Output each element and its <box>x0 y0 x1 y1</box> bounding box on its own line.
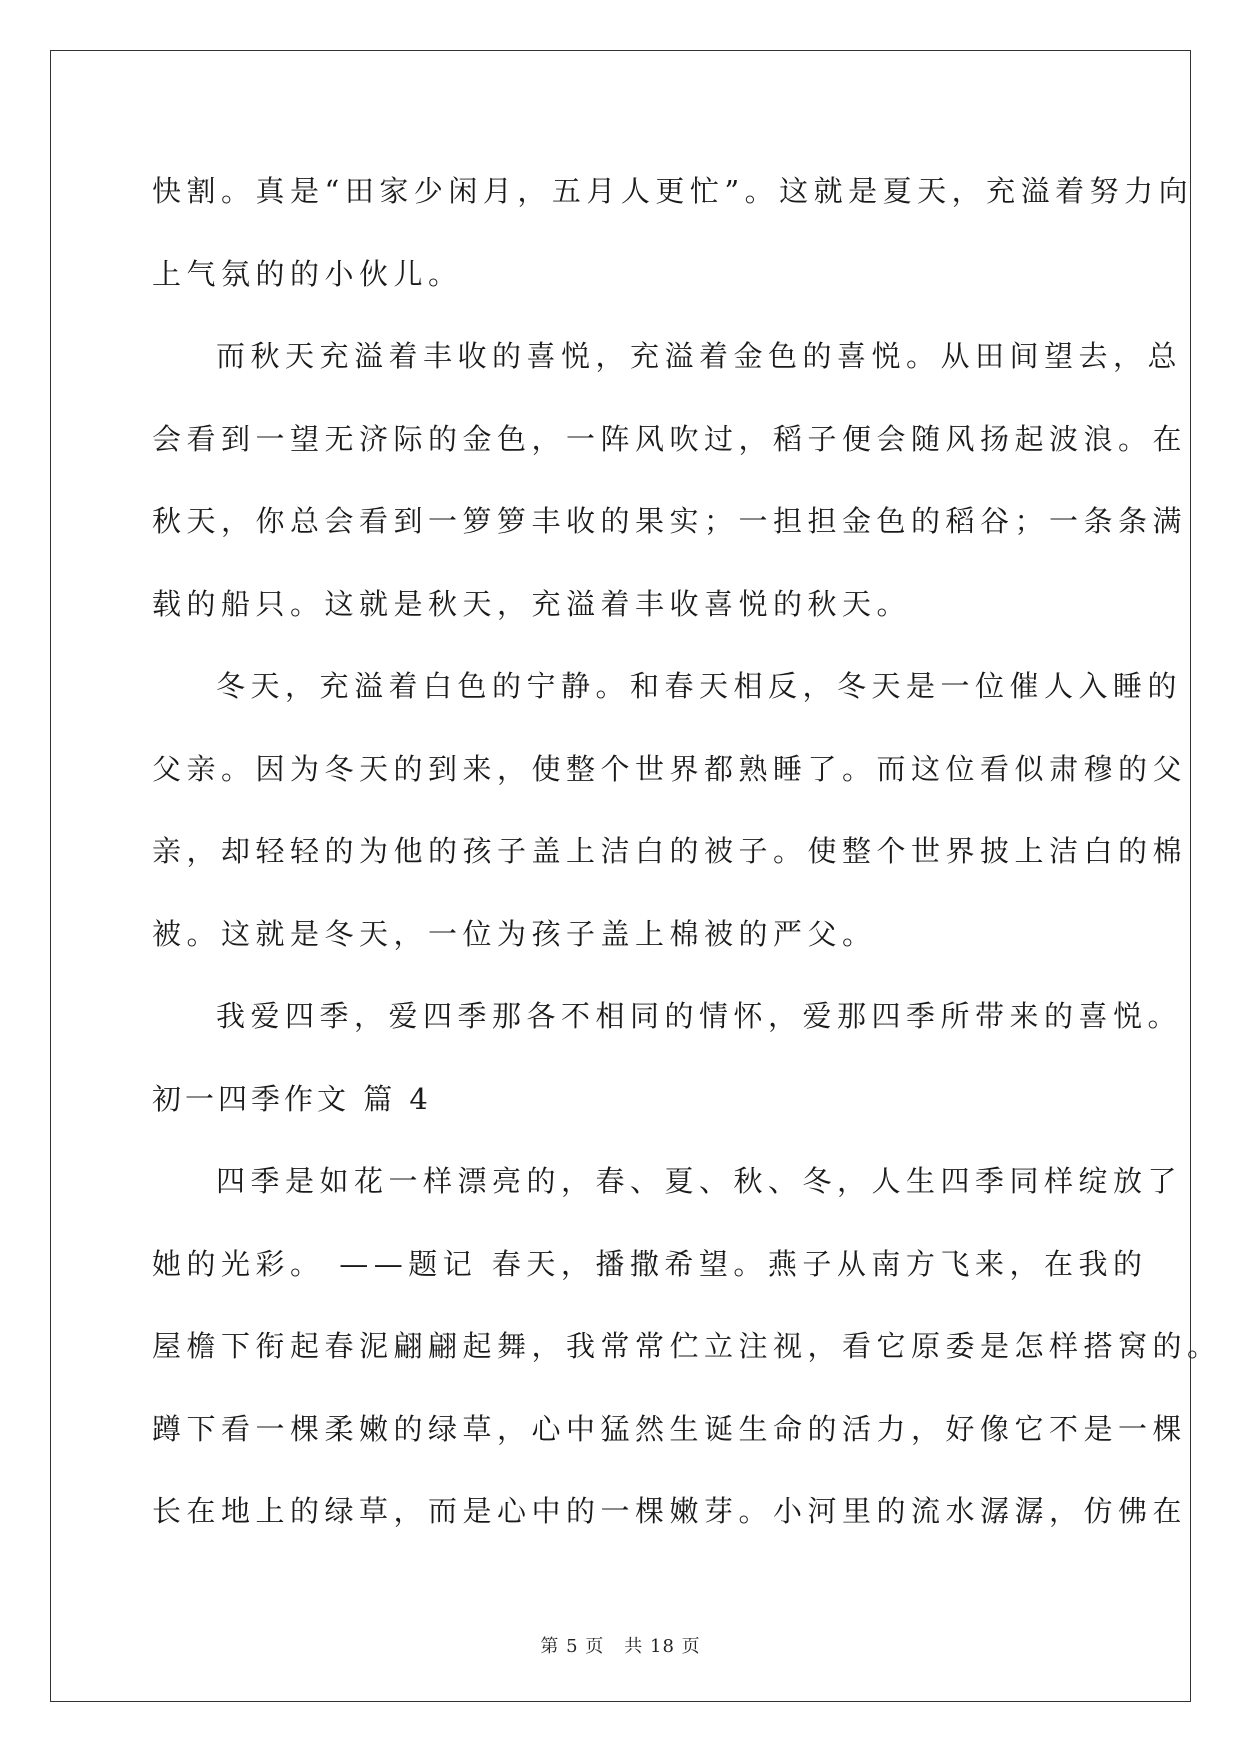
text-line: 蹲下看一棵柔嫩的绿草，心中猛然生诞生命的活力，好像它不是一棵 <box>152 1411 1188 1446</box>
text-line: 快割。真是“田家少闲月，五月人更忙”。这就是夏天，充溢着努力向 <box>152 174 1194 208</box>
text-line: 冬天，充溢着白色的宁静。和春天相反，冬天是一位催人入睡的 <box>216 669 1183 703</box>
text-line: 父亲。因为冬天的到来，使整个世界都熟睡了。而这位看似肃穆的父 <box>152 751 1188 786</box>
text-line: 我爱四季，爱四季那各不相同的情怀，爱那四季所带来的喜悦。 <box>216 999 1183 1033</box>
text-line: 长在地上的绿草，而是心中的一棵嫩芽。小河里的流水潺潺，仿佛在 <box>152 1494 1188 1528</box>
text-line: 会看到一望无济际的金色，一阵风吹过，稻子便会随风扬起波浪。在 <box>152 421 1188 456</box>
text-line: 而秋天充溢着丰收的喜悦，充溢着金色的喜悦。从田间望去，总 <box>216 339 1183 373</box>
text-line: 她的光彩。 ——题记 春天，播撒希望。燕子从南方飞来，在我的 <box>152 1246 1148 1281</box>
text-line: 载的船只。这就是秋天，充溢着丰收喜悦的秋天。 <box>152 586 912 621</box>
text-line: 上气氛的的小伙儿。 <box>152 256 463 291</box>
text-line: 屋檐下衔起春泥翩翩起舞，我常常伫立注视，看它原委是怎样搭窝的。 <box>152 1329 1222 1363</box>
text-line: 被。这就是冬天，一位为孩子盖上棉被的严父。 <box>152 916 877 951</box>
document-body <box>152 162 1222 1565</box>
text-line: 四季是如花一样漂亮的，春、夏、秋、冬，人生四季同样绽放了 <box>216 1164 1183 1198</box>
text-line: 秋天，你总会看到一箩箩丰收的果实；一担担金色的稻谷；一条条满 <box>152 504 1188 538</box>
page-number-total: 共 18 页 <box>624 1636 701 1657</box>
page-number-current: 第 5 页 <box>540 1636 605 1657</box>
text-line: 亲，却轻轻的为他的孩子盖上洁白的被子。使整个世界披上洁白的棉 <box>152 834 1188 868</box>
section-heading: 初一四季作文 篇 4 <box>152 1081 432 1116</box>
page-footer <box>0 1632 1241 1658</box>
